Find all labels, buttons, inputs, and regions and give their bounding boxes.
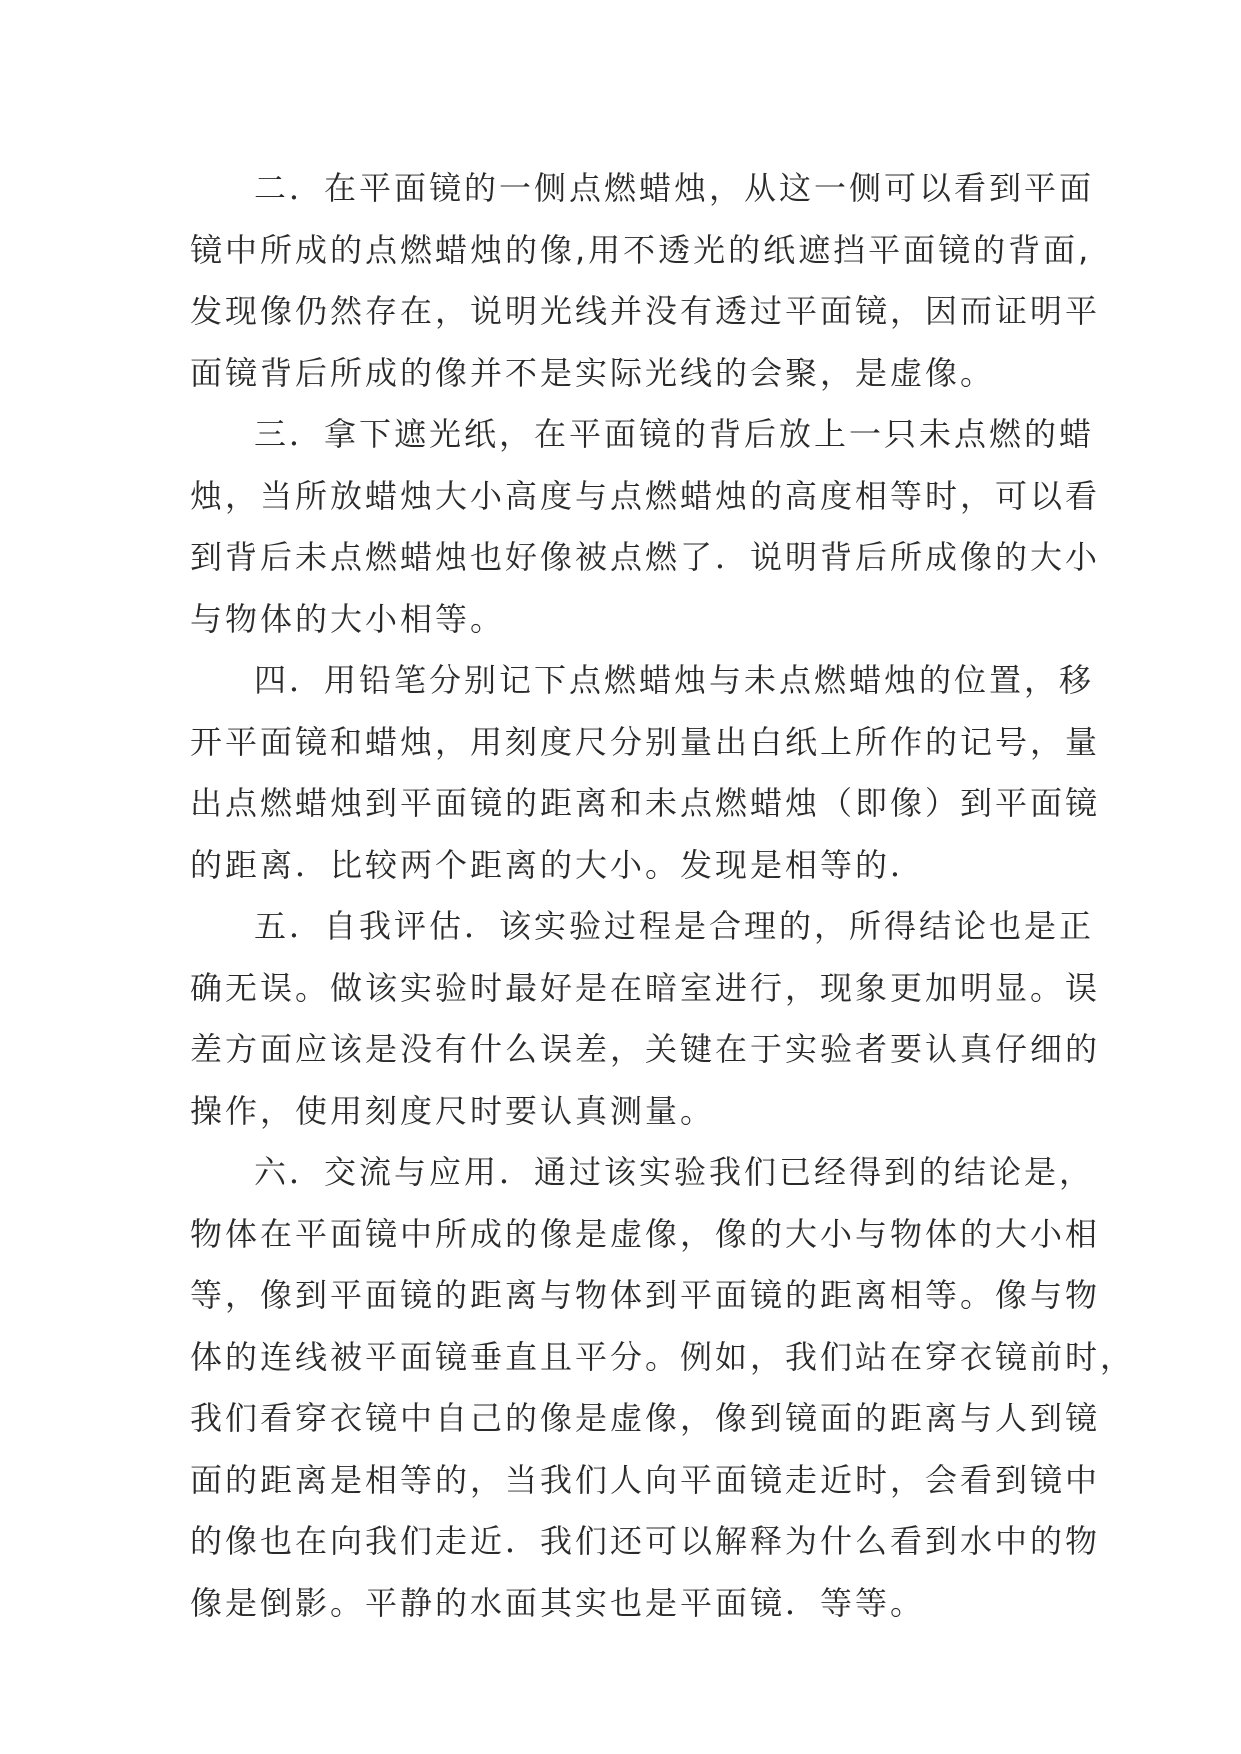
text-line: 二．在平面镜的一侧点燃蜡烛，从这一侧可以看到平面 (254, 169, 1095, 207)
paragraph-4 (190, 650, 1101, 896)
text-line: 三．拿下遮光纸，在平面镜的背后放上一只未点燃的蜡 (254, 415, 1095, 453)
text-line: 我们看穿衣镜中自己的像是虚像，像到镜面的距离与人到镜 (190, 1399, 1101, 1437)
paragraph-2 (190, 158, 1101, 404)
text-line: 等，像到平面镜的距离与物体到平面镜的距离相等。像与物 (190, 1276, 1101, 1314)
text-line: 面镜背后所成的像并不是实际光线的会聚，是虚像。 (190, 353, 996, 392)
text-line: 体的连线被平面镜垂直且平分。例如，我们站在穿衣镜前时， (190, 1337, 1136, 1376)
text-line: 到背后未点燃蜡烛也好像被点燃了．说明背后所成像的大小 (190, 538, 1101, 576)
text-line: 镜中所成的点燃蜡烛的像,用不透光的纸遮挡平面镜的背面, (190, 230, 1092, 269)
text-line: 的距离．比较两个距离的大小。发现是相等的． (190, 845, 926, 884)
text-line: 五．自我评估．该实验过程是合理的，所得结论也是正 (254, 907, 1095, 945)
paragraph-6 (190, 1142, 1136, 1634)
text-line: 六．交流与应用．通过该实验我们已经得到的结论是， (254, 1153, 1095, 1191)
document-body (190, 158, 1136, 1634)
paragraph-3 (190, 404, 1101, 650)
text-line: 操作，使用刻度尺时要认真测量。 (190, 1091, 716, 1130)
text-line: 与物体的大小相等。 (190, 599, 506, 638)
text-line: 出点燃蜡烛到平面镜的距离和未点燃蜡烛（即像）到平面镜 (190, 784, 1101, 822)
text-line: 发现像仍然存在，说明光线并没有透过平面镜，因而证明平 (190, 292, 1101, 330)
text-line: 面的距离是相等的，当我们人向平面镜走近时，会看到镜中 (190, 1460, 1101, 1499)
text-line: 的像也在向我们走近．我们还可以解释为什么看到水中的物 (190, 1522, 1101, 1560)
text-line: 四．用铅笔分别记下点燃蜡烛与未点燃蜡烛的位置，移 (254, 661, 1095, 699)
text-line: 烛，当所放蜡烛大小高度与点燃蜡烛的高度相等时，可以看 (190, 476, 1101, 515)
text-line: 差方面应该是没有什么误差，关键在于实验者要认真仔细的 (190, 1030, 1101, 1068)
paragraph-5 (190, 896, 1101, 1142)
text-line: 物体在平面镜中所成的像是虚像，像的大小与物体的大小相 (190, 1214, 1101, 1253)
text-line: 开平面镜和蜡烛，用刻度尺分别量出白纸上所作的记号，量 (190, 722, 1101, 761)
text-line: 确无误。做该实验时最好是在暗室进行，现象更加明显。误 (190, 968, 1101, 1007)
text-line: 像是倒影。平静的水面其实也是平面镜．等等。 (190, 1583, 926, 1622)
